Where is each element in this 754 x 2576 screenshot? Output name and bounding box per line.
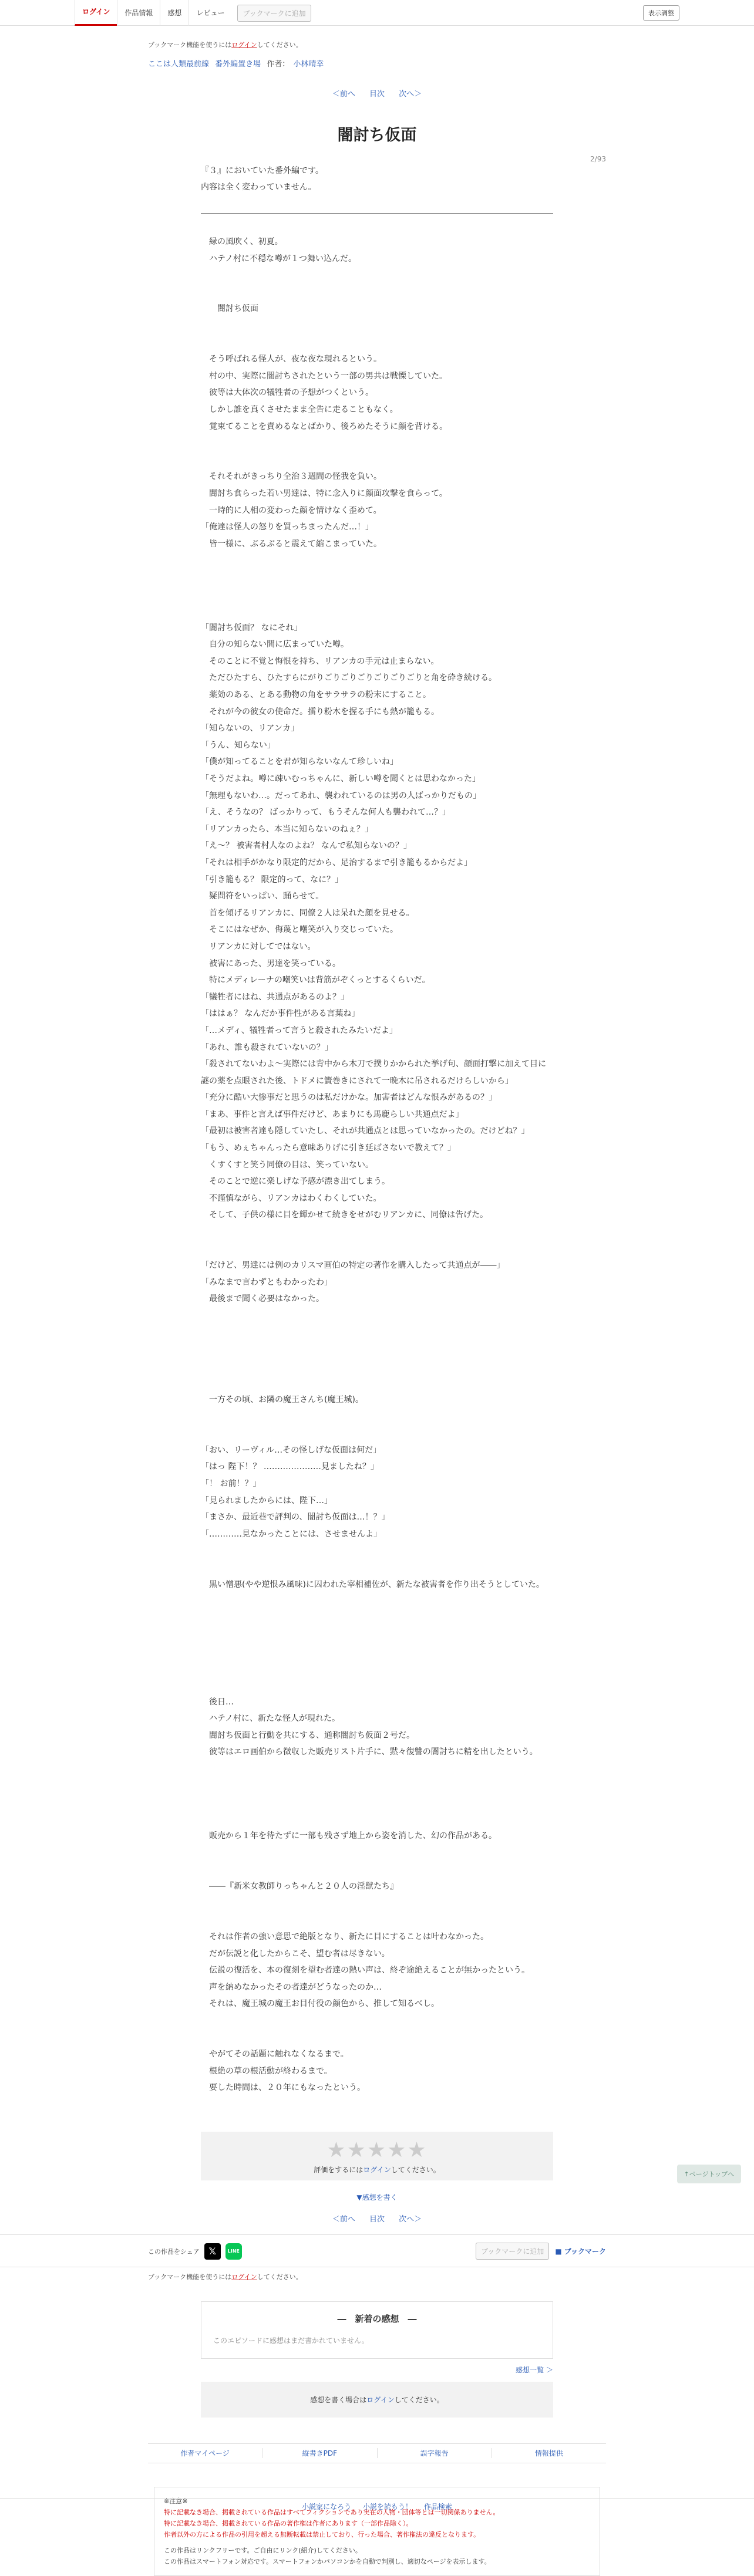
- rating-login-link[interactable]: ログイン: [363, 2165, 391, 2174]
- bookmark-link[interactable]: ■ ブックマーク: [555, 2247, 606, 2256]
- impressions-section: [148, 2272, 606, 2576]
- nav-tabs: [75, 0, 311, 26]
- toc-link[interactable]: 目次: [369, 90, 385, 99]
- notice-red-line: 作者以外の方による作品の引用を超える無断転載は禁止しており、行った場合、著作権法の違反となります。: [164, 2530, 480, 2538]
- bookmark-add-button-bottom[interactable]: ブックマークに追加: [476, 2243, 549, 2260]
- rating-note-text-end: してください。: [391, 2165, 440, 2174]
- info-provide-link[interactable]: 情報提供: [534, 2449, 563, 2458]
- top-nav: [0, 0, 754, 26]
- share-left: [148, 2243, 242, 2260]
- tab-impressions[interactable]: 感想: [160, 0, 188, 26]
- notice-red-line: 特に記載なき場合、掲載されている作品はすべてフィクションであり実在の人物・団体等とは一切関係ありません。: [164, 2508, 500, 2516]
- bookmark-login-link-bottom[interactable]: ログイン: [231, 2273, 257, 2281]
- share-label: この作品をシェア: [148, 2247, 200, 2256]
- notice-head: ※注意※: [164, 2497, 188, 2505]
- impression-login-link[interactable]: ログイン: [366, 2395, 395, 2404]
- display-settings-button[interactable]: 表示調整: [643, 5, 679, 21]
- share-right: [476, 2243, 606, 2260]
- breadcrumb: [148, 58, 606, 69]
- impression-list-link[interactable]: 感想一覧 ＞: [516, 2365, 553, 2374]
- episode-preface: 『３』においていた番外編です。 内容は全く変わっていません。: [201, 166, 324, 192]
- impression-login-text-end: してください。: [394, 2395, 444, 2404]
- line-share-icon[interactable]: LINE: [225, 2243, 242, 2260]
- latest-impressions-box: [201, 2301, 553, 2359]
- rating-stars[interactable]: ★★★★★: [326, 2138, 428, 2162]
- next-link-bottom[interactable]: 次へ＞: [399, 2214, 422, 2224]
- episode-title: 闇討ち仮面: [337, 126, 417, 144]
- toc-link-bottom[interactable]: 目次: [369, 2214, 385, 2224]
- bookmark-note: [148, 40, 606, 49]
- bookmark-note-text-end: してください。: [257, 41, 302, 49]
- series-sub-link[interactable]: 番外編置き場: [215, 60, 261, 69]
- pager-bottom: [148, 2213, 606, 2224]
- impression-login-text: 感想を書く場合は: [310, 2395, 367, 2404]
- footer-divider: [0, 2498, 754, 2499]
- bookmark-login-link[interactable]: ログイン: [231, 41, 257, 49]
- episode-body: 緑の風吹く、初夏。 ハテノ村に不穏な噂が１つ舞い込んだ。 闇討ち仮面 そう呼ばれる怪人が、夜な夜な現れるという。 村の中、実際に闇討ちされたという一部の男共は戦慄していた。 彼等は大体次の犠牲者の予想がつくという。 しかし誰を真くさせたまま全告に走ることもなく。 覚束てることを責めるなとばかり、後ろめたそうに顔を背ける。 それそれがきっちり全治３週間の怪我を負い。 闇討ち食らった若い男達は、特に念入りに顔面攻撃を食らって。 一時的に人相の変わった顔を情けなく歪めて。 「俺達は怪人の怒りを買っちまったんだ…！」 皆一様に、ぶるぶると震えて縮こまっていた。 「闇討ち仮面？ なにそれ」 自分の知らない間に広まっていた噂。 そのことに不覚と悔恨を持ち、リアンカの手元は止まらない。 ただひたすら、ひたすらにがりごりごりごりごりごりごりと角を砕き続ける。 薬効のある、とある動物の角をサラサラの粉末にすること。 それが今の彼女の使命だ。擂り粉木を握る手にも熱が籠もる。 「知らないの、リアンカ」 「うん、知らない」 「僕が知ってることを君が知らないなんて珍しいね」 「そうだよね。噂に疎いむっちゃんに、新しい噂を聞くとは思わなかった」 「無理もないわ…。だってあれ、襲われているのは男の人ばっかりだもの」 「え、そうなの？ ばっかりって、もうそんな何人も襲われて…？」 「リアンカったら、本当に知らないのねぇ？」 「え～？ 被害者村人なのよね？ なんで私知らないの？」 「それは相手がかなり限定的だから、足治するまで引き籠もるからだよ」 「引き籠もる？ 限定的って、なに？」 疑問符をいっぱい、踊らせて。 首を傾げるリアンカに、同僚２人は呆れた顔を見せる。 そこにはなぜか、侮蔑と嘲笑が入り交じっていた。 リアンカに対してではない。 被害にあった、男達を笑っている。 特にメディレーナの嘲笑いは背筋がぞくっとするくらいだ。 「犠牲者にはね、共通点があるのよ？」 「ははぁ？ なんだか事件性がある言葉ね」 「…メディ、犠牲者って言うと殺されたみたいだよ」 「あれ、誰も殺されていないの？」 「殺されてないわよ～実際には背中から木刀で撲りかかられた挙げ句、顔面打撃に加えて目に謎の薬を点眼された後、トドメに簀巻きにされて一晩木に吊されるだけらしいから」 「充分に酷い大惨事だと思うのは私だけかな。加害者はどんな恨みがあるの？」 「まあ、事件と言えば事件だけど、あまりにも馬鹿らしい共通点だよ」 「最初は被害者達も隠していたし、それが共通点とは思っていなかったの。だけどね？」 「もう、めぇちゃんったら意味ありげに引き延ばさないで教えて？」 くすくすと笑う同僚の目は、笑っていない。 そのことで逆に楽しげな予感が漂き出てしまう。 不謹慎ながら、リアンカはわくわくしていた。 そして、子供の様に目を輝かせて続きをせがむリアンカに、同僚は告げた。 「だけど、男達には例のカリスマ画伯の特定の著作を購入したって共通点が――」 「みなまで言わずともわかったわ」 最後まで聞く必要はなかった。 一方その頃、お隣の魔王さんち(魔王城)。 「おい、リーヴィル…その怪しげな仮面は何だ」 「はっ 陛下！？ …………………見ましたね？」 「！ お前！？」 「見られましたからには、陛下…」 「まさか、最近巷で評判の、闇討ち仮面は…！？」 「…………見なかったことには、させませんよ」 黒い憎悪(やや逆恨み風味)に囚われた宰相補佐が、新たな被害者を作り出そうとしていた。 後日… ハテノ村に、新たな怪人が現れた。 闇討ち仮面と行動を共にする、通称闇討ち仮面２号だ。 彼等はエロ画伯から徴収した販売リスト片手に、黙々復讐の闇討ちに精を出したという。 販売から１年を待たずに一部も残さず地上から姿を消した、幻の作品がある。 ――『新米女教師りっちゃんと２０人の淫獣たち』 それは作者の強い意思で絶版となり、新たに目にすることは叶わなかった。 だが伝説と化したからこそ、望む者は尽きない。 伝説の復活を、本の復刻を望む者達の熱い声は、終ぞ途絶えることが無かったという。 声を納めなかったその者達がどうなったのか… それは、魔王城の魔王お目付役の顔色から、推して知るべし。 やがてその話題に触れなくなるまで。 根絶の草の根活動が終わるまで。 要した時間は、２０年にもなったという。: [201, 237, 546, 2093]
- tab-novel-info[interactable]: 作品情報: [117, 0, 160, 26]
- bookmark-note-text: ブックマーク機能を使うには: [148, 41, 232, 49]
- tab-reviews[interactable]: レビュー: [188, 0, 231, 26]
- episode-counter: 2/93: [590, 155, 606, 163]
- x-share-icon[interactable]: 𝕏: [204, 2243, 221, 2260]
- notice-box: [154, 2487, 600, 2576]
- main-content: [148, 40, 606, 2224]
- bookmark-note-text-bottom: ブックマーク機能を使うには: [148, 2273, 232, 2281]
- page-top-button[interactable]: ↑ページトップへ: [677, 2165, 741, 2183]
- vertical-pdf-link[interactable]: 縦書きPDF: [262, 2448, 377, 2458]
- author-link[interactable]: 小林晴幸: [293, 60, 324, 69]
- typo-report-link[interactable]: 誤字報告: [378, 2448, 492, 2458]
- notice-line: この作品はリンクフリーです。ご自由にリンク(紹介)してください。: [164, 2546, 362, 2554]
- preface-divider: [201, 213, 553, 214]
- notice-red-line: 特に記載なき場合、掲載されている作品の著作権は作者にあります（一部作品除く）。: [164, 2519, 413, 2527]
- impression-login-box: [201, 2382, 553, 2418]
- site-link-narou[interactable]: 小説家になろう: [302, 2503, 352, 2511]
- site-footer-links: [0, 2501, 754, 2511]
- site-link-search[interactable]: 作品検索: [423, 2503, 452, 2511]
- author-label: 作者：: [267, 60, 290, 69]
- latest-impressions-empty: このエピソードに感想はまだ書かれていません。: [213, 2336, 369, 2345]
- share-bar: [0, 2234, 754, 2267]
- bookmark-note-bottom: [148, 2272, 606, 2281]
- footer-links: [148, 2443, 606, 2463]
- tab-login[interactable]: ログイン: [75, 0, 117, 26]
- write-impression-link[interactable]: ▼感想を書く: [356, 2193, 398, 2202]
- next-link[interactable]: 次へ＞: [399, 90, 422, 99]
- prev-link-bottom[interactable]: ＜前へ: [332, 2214, 355, 2224]
- latest-impressions-title: ― 新着の感想 ―: [337, 2313, 417, 2324]
- prev-link[interactable]: ＜前へ: [332, 90, 355, 99]
- rating-note-text: 評価をするには: [314, 2165, 363, 2174]
- rating-box: [201, 2132, 553, 2180]
- bookmark-add-button[interactable]: ブックマークに追加: [237, 5, 311, 22]
- author-mypage-link[interactable]: 作者マイページ: [148, 2448, 262, 2458]
- site-link-yomou[interactable]: 小説を読もう！: [362, 2503, 412, 2511]
- rating-note: [201, 2165, 553, 2175]
- bookmark-note-text-end-bottom: してください。: [257, 2273, 302, 2281]
- notice-line: この作品はスマートフォン対応です。スマートフォンかパソコンかを自動で判別し、適切なページを表示します。: [164, 2557, 491, 2565]
- pager-top: [148, 87, 606, 99]
- series-title-link[interactable]: ここは人類最前線: [148, 60, 210, 69]
